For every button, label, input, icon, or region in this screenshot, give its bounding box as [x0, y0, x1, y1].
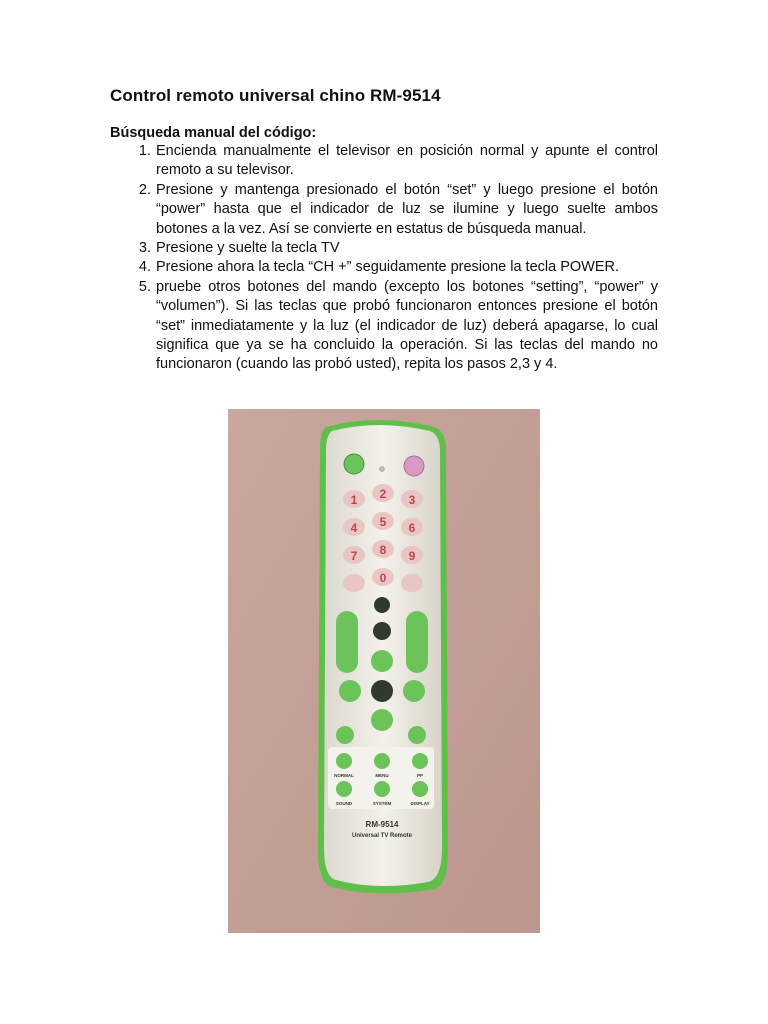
digit-label: 6	[408, 521, 416, 535]
model-subtitle: Universal TV Remote	[351, 833, 413, 839]
nav-down-button	[371, 709, 393, 731]
digit-label: 1	[350, 493, 358, 507]
section-heading: Búsqueda manual del código:	[110, 125, 317, 141]
function-key	[336, 781, 352, 797]
mode-label: NORMAL	[334, 773, 354, 778]
function-key	[374, 781, 390, 797]
mode-label: MENU	[375, 773, 389, 778]
mode-label: SYSTEM	[372, 801, 392, 806]
return-key	[401, 574, 423, 592]
document-page	[110, 86, 658, 375]
digit-label: 0	[379, 571, 387, 585]
list-item: 4. Presione ahora la tecla “CH +” seguidamente presione la tecla POWER.	[155, 258, 658, 277]
list-item: 2. Presione y mantenga presionado el botón “set” y luego presione el botón “power” hasta que el indicador de luz se ilumine y luego suelte ambos botones a la vez. Así se convierte en estatus de búsqueda manual.	[155, 181, 658, 239]
center-top-key	[374, 597, 390, 613]
aux-right-button	[408, 726, 426, 744]
nav-left-button	[339, 680, 361, 702]
indicator-light	[379, 466, 385, 472]
function-key	[374, 753, 390, 769]
channel-rocker	[406, 611, 428, 673]
digit-label: 3	[408, 493, 416, 507]
digit-label: 4	[350, 521, 358, 535]
power-button	[404, 456, 424, 476]
remote-control-photo	[228, 409, 540, 933]
mode-label: DISPLAY	[410, 801, 430, 806]
digit-label: 8	[379, 543, 387, 557]
volume-rocker	[336, 611, 358, 673]
digit-label: 7	[350, 549, 358, 563]
digit-label: 9	[408, 549, 416, 563]
digit-label: 5	[379, 515, 387, 529]
list-item: 5. pruebe otros botones del mando (excepto los botones “setting”, “power” y “volumen”). Si las teclas que probó funcionaron entonces presione el botón “set” inmediatamente y la luz (el indicador de luz) deberá apagarse, lo cual significa que ya se ha concluido la operación. Si las teclas del mando no funcionaron (cuando las probó usted), repita los pasos 2,3 y 4.	[155, 278, 658, 375]
digit-label: 2	[379, 487, 387, 501]
center-mid-key	[373, 622, 391, 640]
function-key	[412, 753, 428, 769]
list-item: 1. Encienda manualmente el televisor en posición normal y apunte el control remoto a su televisor.	[155, 142, 658, 181]
dash-key	[343, 574, 365, 592]
instruction-list	[110, 142, 658, 375]
mode-label: SOUND	[335, 801, 353, 806]
mode-label: PP	[416, 773, 424, 778]
nav-right-button	[403, 680, 425, 702]
mute-button	[344, 454, 364, 474]
model-label: RM-9514	[365, 820, 399, 829]
list-item: 3. Presione y suelte la tecla TV	[155, 239, 658, 258]
nav-ok-button	[371, 680, 393, 702]
function-key	[412, 781, 428, 797]
function-key	[336, 753, 352, 769]
aux-left-button	[336, 726, 354, 744]
center-green-key	[371, 650, 393, 672]
document-title: Control remoto universal chino RM-9514	[110, 86, 441, 105]
